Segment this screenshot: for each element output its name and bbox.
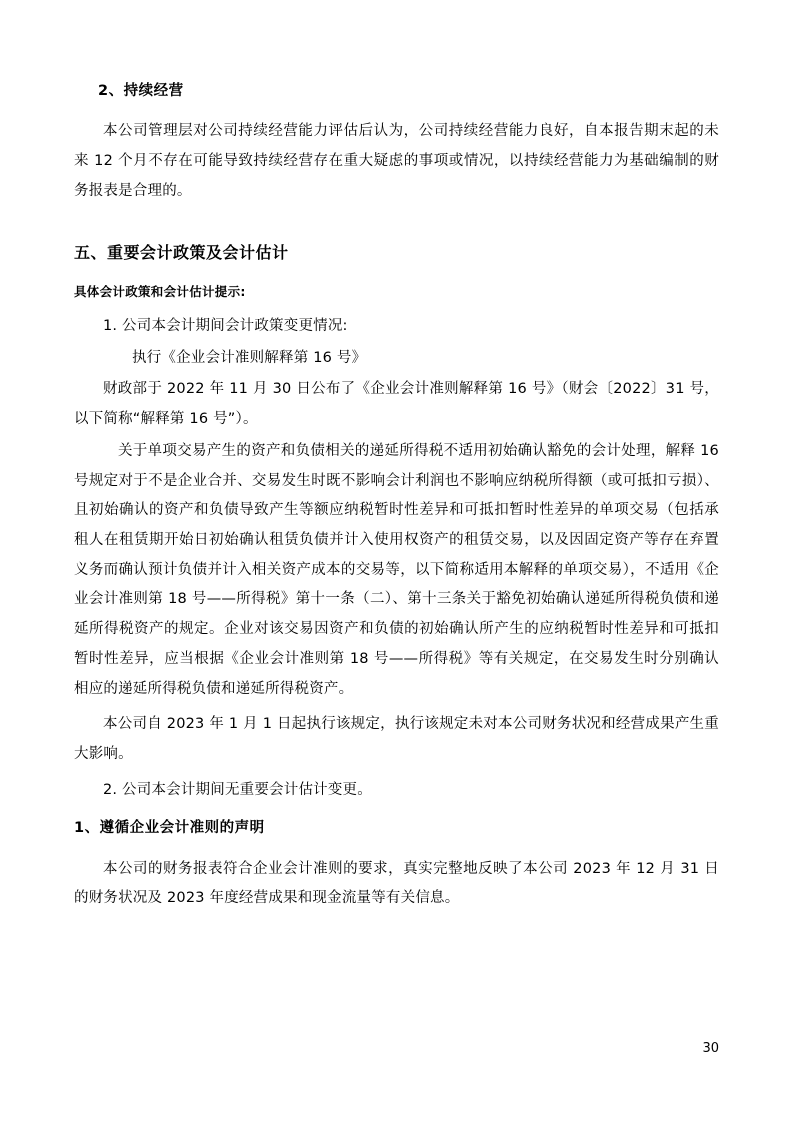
paragraph-no-estimate-change: 2. 公司本会计期间无重要会计估计变更。 xyxy=(103,781,372,798)
heading-going-concern: 2、持续经营 xyxy=(98,83,184,99)
heading-compliance-statement: 1、遵循企业会计准则的声明 xyxy=(74,820,265,837)
page-number: 30 xyxy=(702,1041,719,1056)
paragraph-going-concern-1: 本公司管理层对公司持续经营能力评估后认为，公司持续经营能力良好，自本报告期末起的未来 12 个月不存在可能导致持续经营存在重大疑虑的事项或情况，以持续经营能力为基础编制的财务报表是合理的。 xyxy=(74,123,719,199)
accounting-policies-note: 具体会计政策和会计估计提示: xyxy=(74,283,246,299)
paragraph-policy-change-intro: 1. 公司本会计期间会计政策变更情况: xyxy=(103,317,348,334)
paragraph-effective-date: 本公司自 2023 年 1 月 1 日起执行该规定，执行该规定未对本公司财务状况和经营成果产生重大影响。 xyxy=(74,716,719,762)
page-content xyxy=(74,80,719,920)
heading-accounting-policies: 五、重要会计政策及会计估计 xyxy=(74,243,289,263)
paragraph-interpretation-16: 执行《企业会计准则解释第 16 号》 xyxy=(132,349,367,366)
paragraph-moF-announcement: 财政部于 2022 年 11 月 30 日公布了《企业会计准则解释第 16 号》（财会〔2022〕31 号，以下简称“解释第 16 号”）。 xyxy=(74,381,719,428)
paragraph-deferred-tax-detail: 关于单项交易产生的资产和负债相关的递延所得税不适用初始确认豁免的会计处理，解释 16 号规定对于不是企业合并、交易发生时既不影响会计利润也不影响应纳税所得额（或可抵扣亏损）、且初始确认的资产和负债导致产生等额应纳税暂时性差异和可抵扣暂时性差异的单项交易（包括承租人在租赁期开始日初始确认租赁负债并计入使用权资产的租赁交易，以及因固定资产等存在弃置义务而确认预计负债并计入相关资产成本的交易等，以下简称适用本解释的单项交易），不适用《企业会计准则第 18 号——所得税》第十一条（二）、第十三条关于豁免初始确认递延所得税负债和递延所得税资产的规定。企业对该交易因资产和负债的初始确认所产生的应纳税暂时性差异和可抵扣暂时性差异，应当根据《企业会计准则第 18 号——所得税》等有关规定，在交易发生时分别确认相应的递延所得税负债和递延所得税资产。 xyxy=(74,442,719,697)
paragraph-compliance-statement: 本公司的财务报表符合企业会计准则的要求，真实完整地反映了本公司 2023 年 12 月 31 日的财务状况及 2023 年度经营成果和现金流量等有关信息。 xyxy=(74,860,719,907)
